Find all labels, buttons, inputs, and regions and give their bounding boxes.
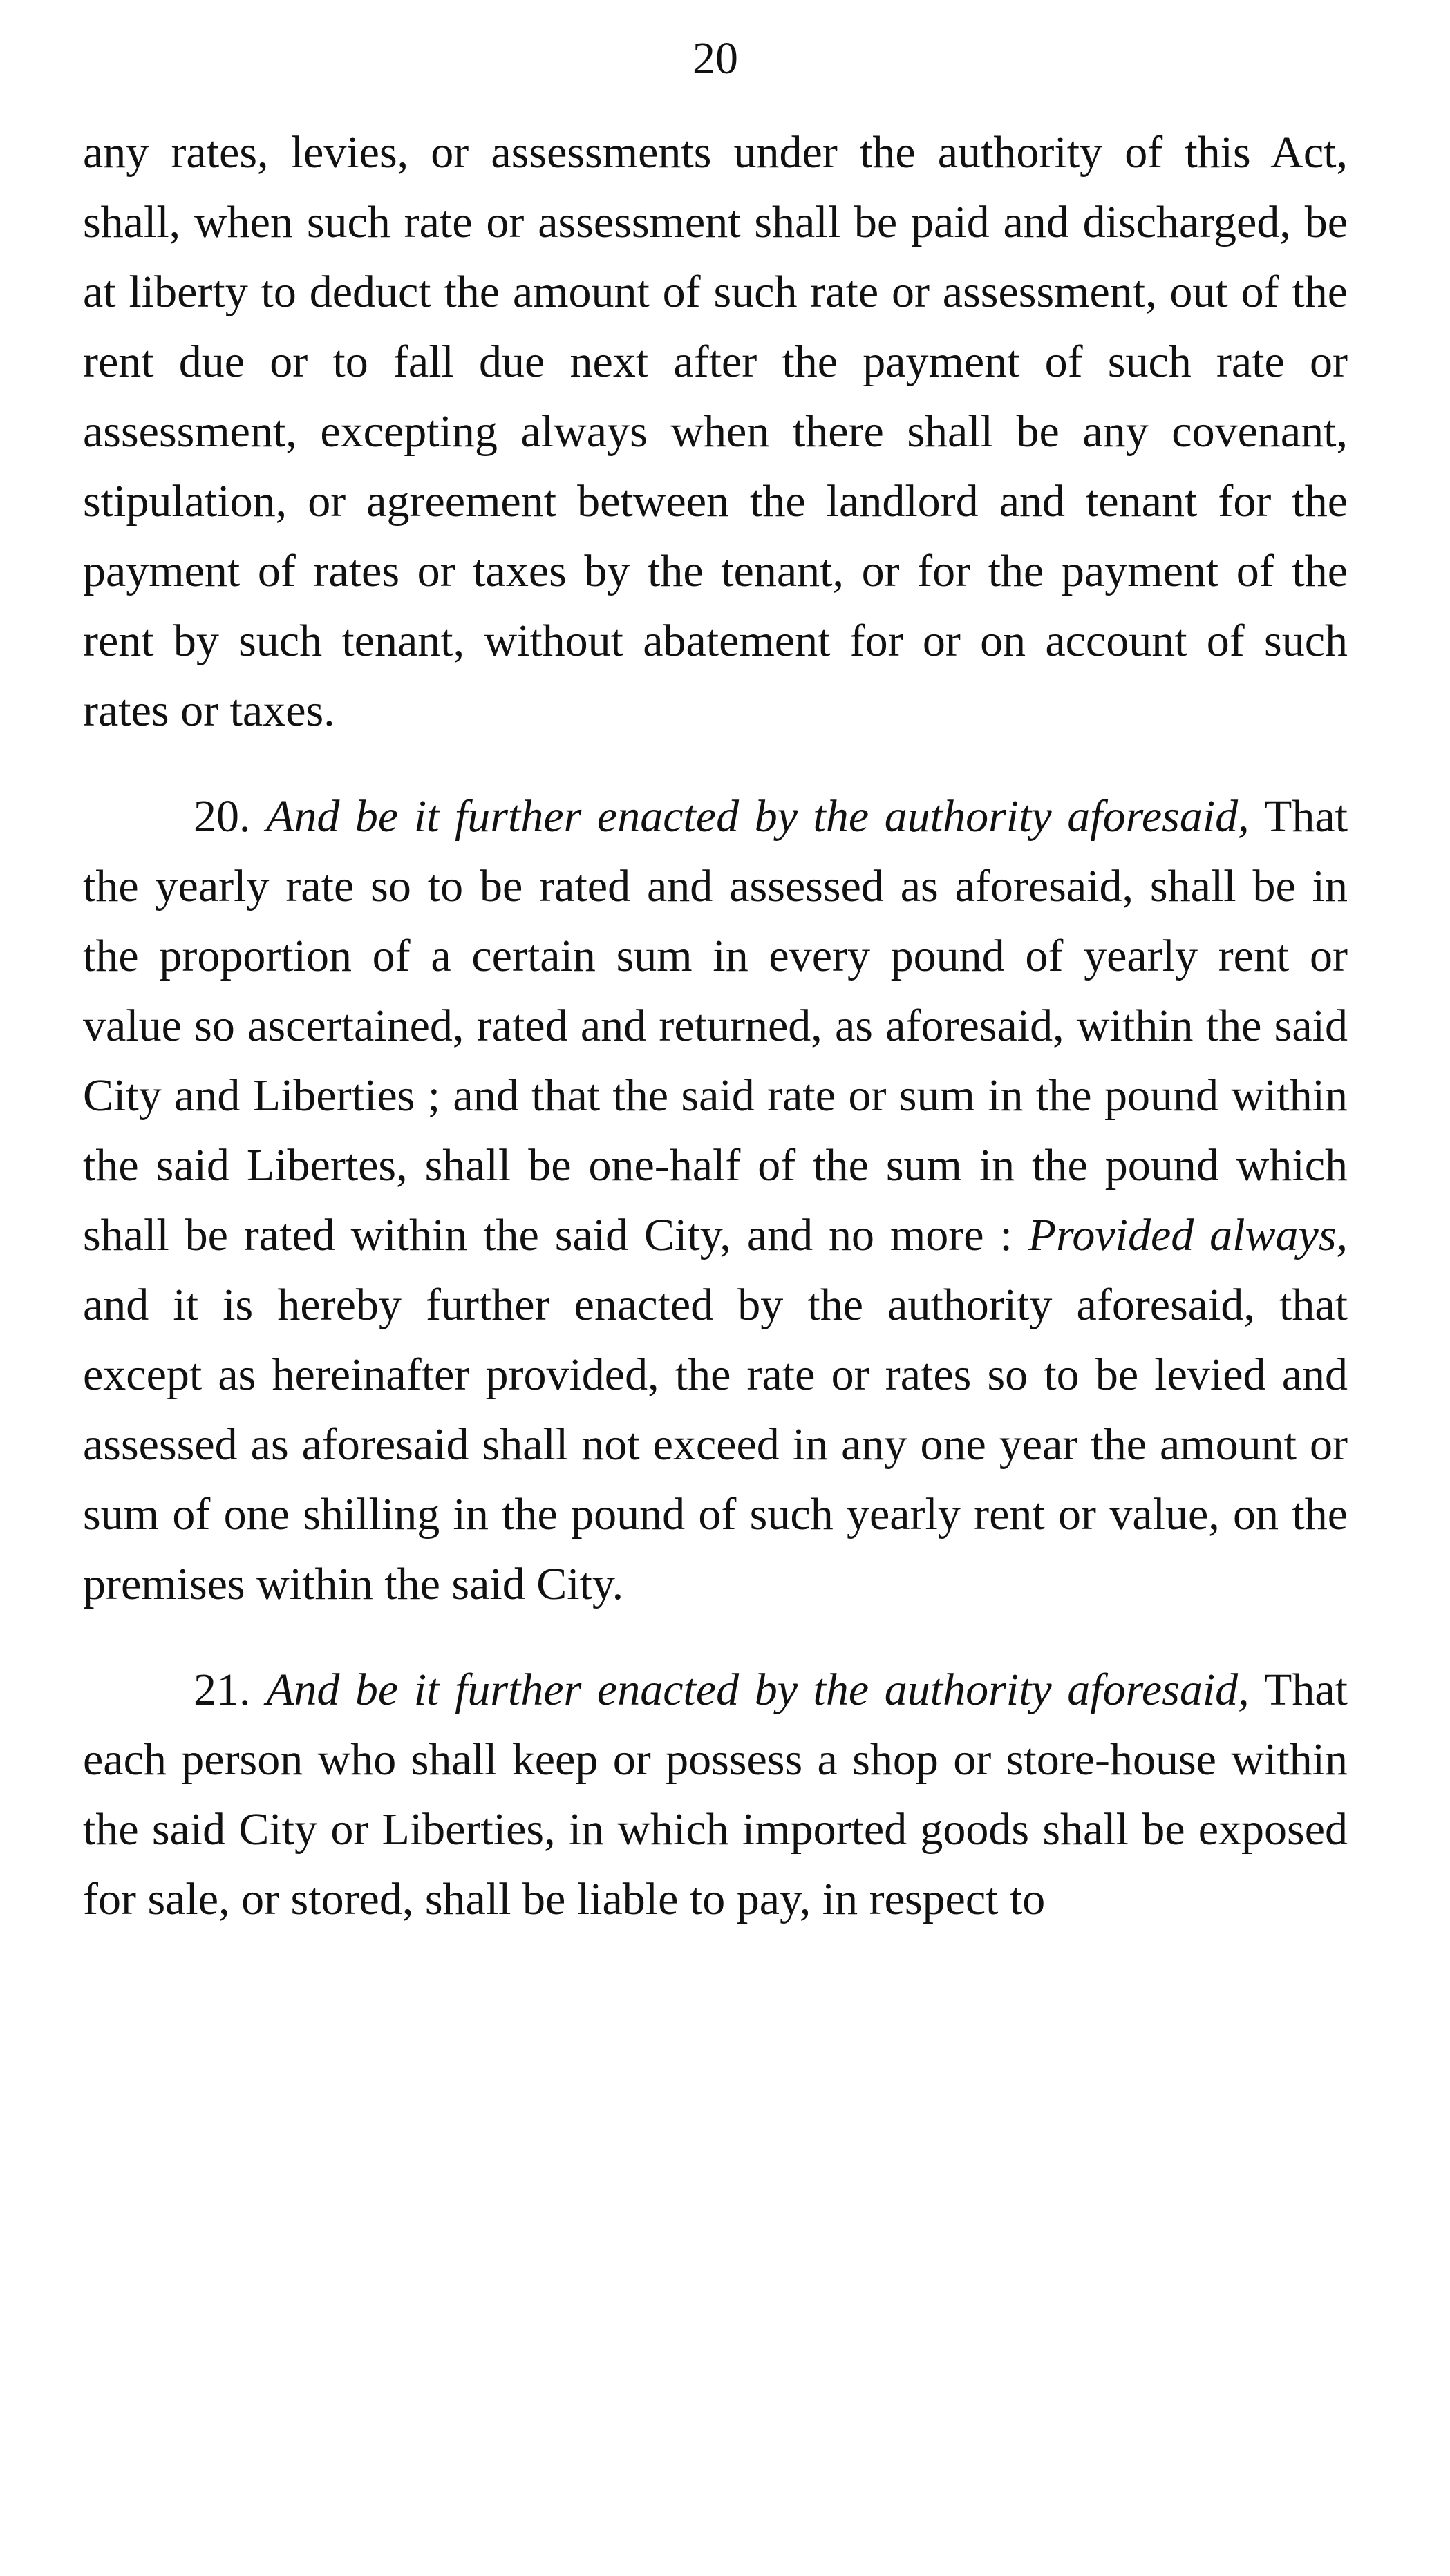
paragraph-continuation <box>83 117 1348 746</box>
page-number: 20 <box>693 33 738 84</box>
section-number: 20. <box>194 791 251 842</box>
section-text-continued: and it is hereby further enacted by the authority aforesaid, that except as hereinafter provided, the rate or rates so to be levied and assessed as aforesaid shall not exceed in any one year the amount or sum of one shilling in the pound of such yearly rent or value, on the premises within the said City. <box>83 1280 1348 1609</box>
paragraph-text: any rates, levies, or assessments under the authority of this Act, shall, when such rate or assessment shall be paid and discharged, be at liberty to deduct the amount of such rate or assessment, out of the rent due or to fall due next after the payment of such rate or assessment, excepting always when there shall be any covenant, stipulation, or agreement between the landlord and tenant for the payment of rates or taxes by the tenant, or for the payment of the rent by such tenant, without abatement for or on account of such rates or taxes. <box>83 127 1348 736</box>
document-page <box>83 28 1348 1934</box>
section-text: That the yearly rate so to be rated and assessed as aforesaid, shall be in the proportion of a certain sum in every pound of yearly rent or value so ascertained, rated and returned, as aforesaid, within the said City and Liberties ; and that the said rate or sum in the pound within the said Libertes, shall be one-half of the sum in the pound which shall be rated within the said City, and no more : <box>83 791 1348 1260</box>
enacting-clause: And be it further enacted by the authority aforesaid, <box>266 791 1250 842</box>
proviso-clause: Provided always, <box>1028 1210 1348 1260</box>
section-number: 21. <box>194 1665 251 1715</box>
enacting-clause: And be it further enacted by the authority aforesaid, <box>266 1665 1250 1715</box>
section-20 <box>83 782 1348 1619</box>
section-21 <box>83 1655 1348 1934</box>
section-text: That each person who shall keep or possess a shop or store-house within the said City or Liberties, in which imported goods shall be exposed for sale, or stored, shall be liable to pay, in respect to <box>83 1665 1348 1924</box>
